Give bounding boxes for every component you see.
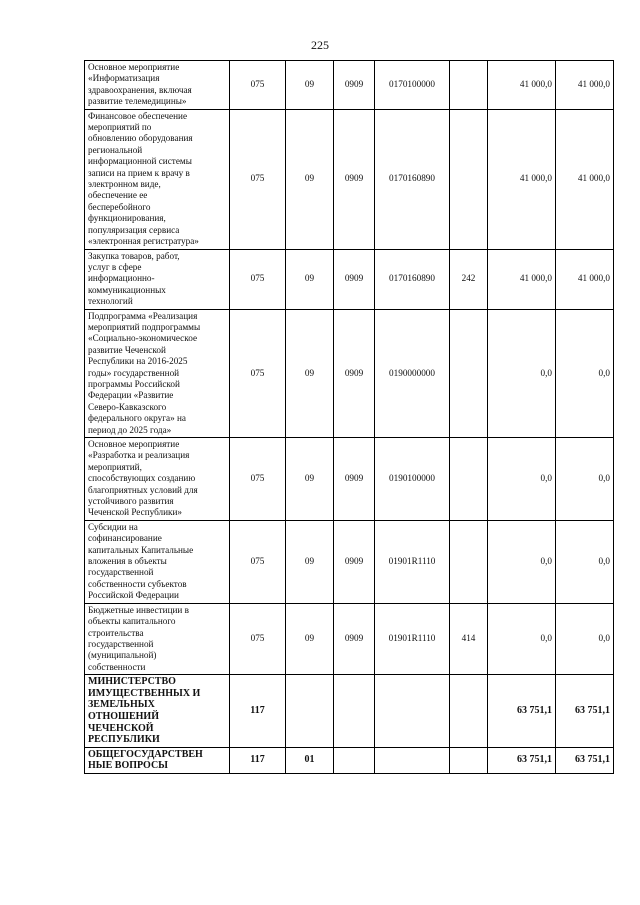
ministry-code-cell: 117	[230, 675, 286, 748]
section-cell	[286, 675, 334, 748]
budget-table	[84, 60, 614, 774]
expense-type-cell	[450, 309, 488, 437]
subsection-cell: 0909	[334, 438, 375, 521]
table-row	[85, 747, 614, 773]
expense-type-cell: 242	[450, 249, 488, 309]
subsection-cell: 0909	[334, 61, 375, 110]
expense-type-cell	[450, 675, 488, 748]
section-cell: 09	[286, 603, 334, 674]
amount-cell: 0,0	[488, 520, 556, 603]
section-cell: 09	[286, 109, 334, 249]
amount-cell: 41 000,0	[488, 249, 556, 309]
section-cell: 09	[286, 309, 334, 437]
target-article-cell: 01901R1110	[375, 520, 450, 603]
expense-type-cell	[450, 61, 488, 110]
table-row	[85, 109, 614, 249]
row-description: Основное мероприятие «Информатизация здравоохранения, включая развитие телемедицины»	[85, 61, 230, 110]
expense-type-cell: 414	[450, 603, 488, 674]
section-cell: 01	[286, 747, 334, 773]
page-number: 225	[311, 38, 329, 52]
ministry-code-cell: 075	[230, 520, 286, 603]
ministry-code-cell: 117	[230, 747, 286, 773]
subsection-cell: 0909	[334, 309, 375, 437]
section-cell: 09	[286, 249, 334, 309]
target-article-cell: 0170100000	[375, 61, 450, 110]
ministry-code-cell: 075	[230, 603, 286, 674]
section-cell: 09	[286, 61, 334, 110]
row-description: Подпрограмма «Реализация мероприятий подпрограммы «Социально-экономическое развитие Чеченской Республики на 2016-2025 годы» государственной программы Российской Федерации «Развитие Северо-Кавказского федерального округа» на период до 2025 года»	[85, 309, 230, 437]
table-row	[85, 520, 614, 603]
amount-cell: 0,0	[488, 603, 556, 674]
table-row	[85, 675, 614, 748]
amount-cell: 41 000,0	[488, 61, 556, 110]
amount-cell: 63 751,1	[488, 747, 556, 773]
ministry-code-cell: 075	[230, 61, 286, 110]
subsection-cell: 0909	[334, 249, 375, 309]
amount-cell: 63 751,1	[556, 747, 614, 773]
amount-cell: 63 751,1	[488, 675, 556, 748]
expense-type-cell	[450, 747, 488, 773]
table-row	[85, 309, 614, 437]
row-description: МИНИСТЕРСТВО ИМУЩЕСТВЕННЫХ И ЗЕМЕЛЬНЫХ ОТНОШЕНИЙ ЧЕЧЕНСКОЙ РЕСПУБЛИКИ	[85, 675, 230, 748]
target-article-cell: 0190100000	[375, 438, 450, 521]
amount-cell: 0,0	[556, 438, 614, 521]
row-description: Бюджетные инвестиции в объекты капитального строительства государственной (муниципальной) собственности	[85, 603, 230, 674]
amount-cell: 0,0	[556, 309, 614, 437]
subsection-cell	[334, 675, 375, 748]
row-description: ОБЩЕГОСУДАРСТВЕН НЫЕ ВОПРОСЫ	[85, 747, 230, 773]
ministry-code-cell: 075	[230, 249, 286, 309]
subsection-cell: 0909	[334, 603, 375, 674]
target-article-cell: 01901R1110	[375, 603, 450, 674]
subsection-cell	[334, 747, 375, 773]
table-row	[85, 603, 614, 674]
table-row	[85, 249, 614, 309]
ministry-code-cell: 075	[230, 309, 286, 437]
expense-type-cell	[450, 109, 488, 249]
target-article-cell: 0190000000	[375, 309, 450, 437]
row-description: Субсидии на софинансирование капитальных Капитальные вложения в объекты государственной собственности субъектов Российской Федерации	[85, 520, 230, 603]
target-article-cell: 0170160890	[375, 109, 450, 249]
subsection-cell: 0909	[334, 520, 375, 603]
expense-type-cell	[450, 520, 488, 603]
section-cell: 09	[286, 520, 334, 603]
amount-cell: 0,0	[556, 603, 614, 674]
amount-cell: 0,0	[488, 309, 556, 437]
table-row	[85, 61, 614, 110]
amount-cell: 0,0	[488, 438, 556, 521]
subsection-cell: 0909	[334, 109, 375, 249]
amount-cell: 41 000,0	[488, 109, 556, 249]
amount-cell: 41 000,0	[556, 61, 614, 110]
row-description: Основное мероприятие «Разработка и реализация мероприятий, способствующих созданию благоприятных условий для устойчивого развития Чеченской Республики»	[85, 438, 230, 521]
table-row	[85, 438, 614, 521]
ministry-code-cell: 075	[230, 109, 286, 249]
amount-cell: 41 000,0	[556, 109, 614, 249]
row-description: Финансовое обеспечение мероприятий по обновлению оборудования региональной информационной системы записи на прием к врачу в электронном виде, обеспечение ее бесперебойного функционирования, популяризация сервиса «электронная регистратура»	[85, 109, 230, 249]
expense-type-cell	[450, 438, 488, 521]
target-article-cell	[375, 747, 450, 773]
ministry-code-cell: 075	[230, 438, 286, 521]
target-article-cell: 0170160890	[375, 249, 450, 309]
row-description: Закупка товаров, работ, услуг в сфере информационно- коммуникационных технологий	[85, 249, 230, 309]
amount-cell: 41 000,0	[556, 249, 614, 309]
section-cell: 09	[286, 438, 334, 521]
amount-cell: 63 751,1	[556, 675, 614, 748]
target-article-cell	[375, 675, 450, 748]
amount-cell: 0,0	[556, 520, 614, 603]
